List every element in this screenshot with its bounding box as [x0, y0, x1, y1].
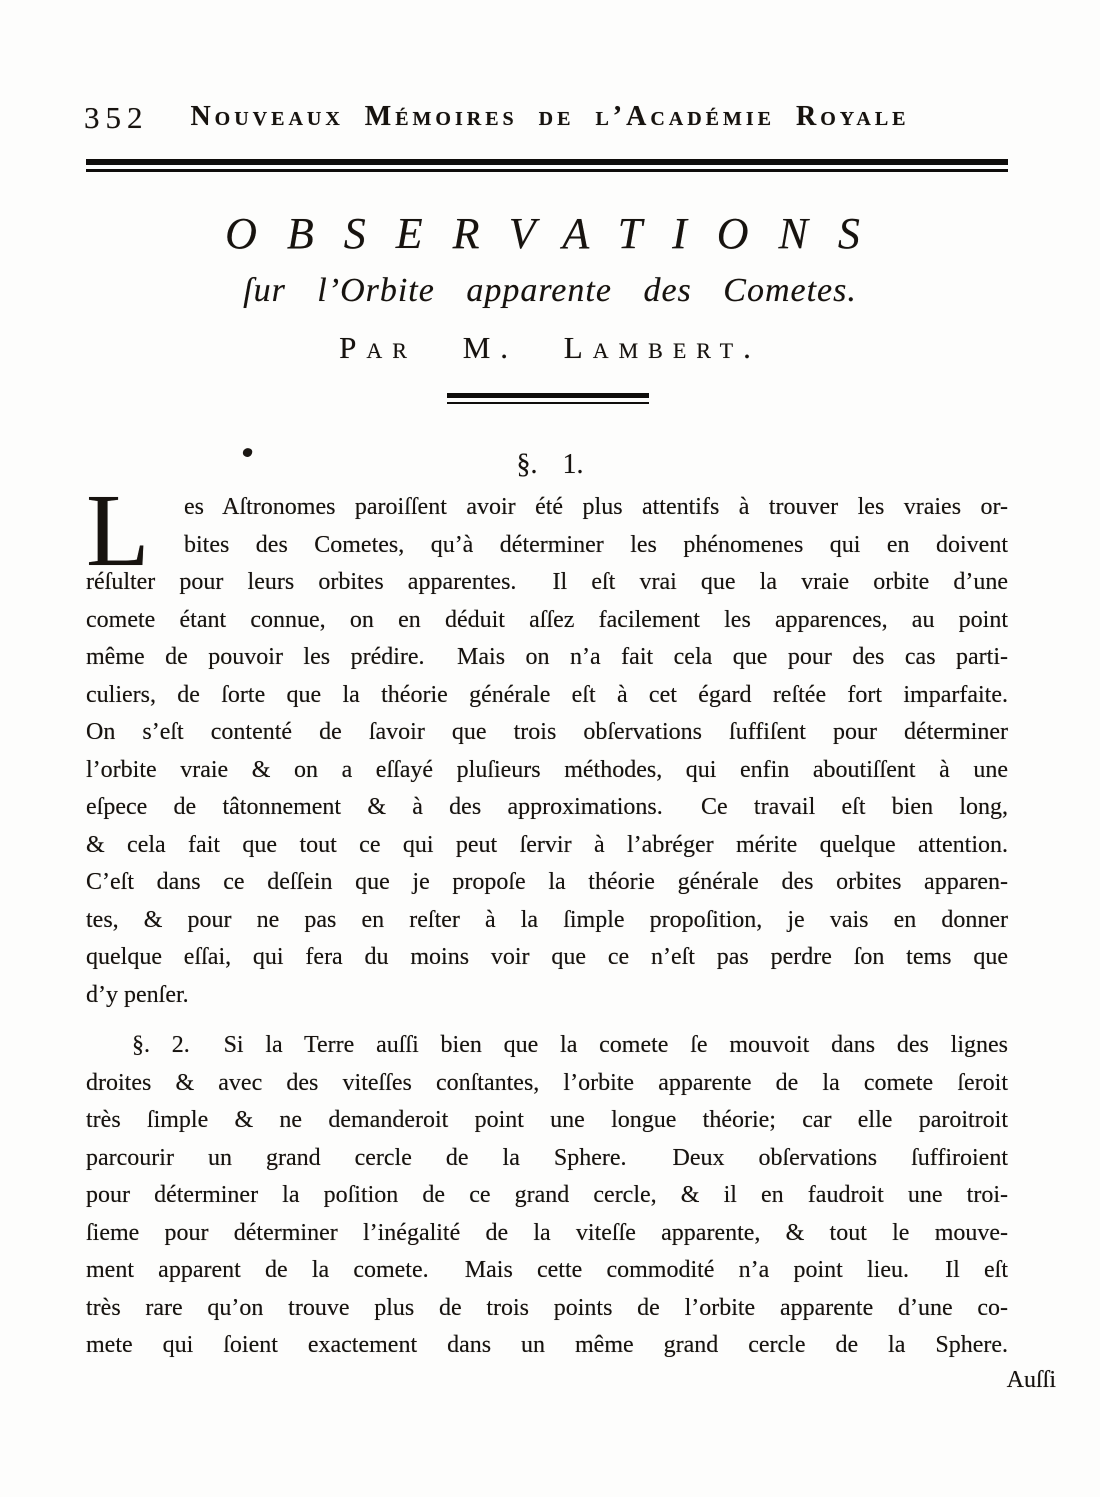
text-line: ſieme pour déterminer l’inégalité de la viteſſe apparente, & tout le mouve-: [86, 1219, 1008, 1246]
text-line: On s’eſt contenté de ſavoir que trois obſervations ſuffiſent pour déterminer: [86, 719, 1008, 745]
text-line: réſulter pour leurs orbites apparentes. Il eſt vrai que la vraie orbite d’une: [86, 569, 1008, 595]
text-line: même de pouvoir les prédire. Mais on n’a fait cela que pour des cas parti-: [86, 644, 1008, 670]
page-number: 352: [84, 100, 149, 135]
text-line: tes, & pour ne pas en reſter à la ſimple propoſition, je vais en donner: [86, 906, 1008, 933]
text-line: parcourir un grand cercle de la Sphere. Deux obſervations ſuffiroient: [86, 1144, 1008, 1171]
text-line: bites des Cometes, qu’à déterminer les phénomenes qui en doivent: [184, 531, 1008, 558]
text-line: §. 2. Si la Terre auſſi bien que la comete ſe mouvoit dans des lignes: [132, 1032, 1008, 1058]
text-line: C’eſt dans ce deſſein que je propoſe la théorie générale des orbites apparen-: [86, 869, 1008, 895]
text-line: mete qui ſoient exactement dans un même grand cercle de la Sphere.: [86, 1332, 1008, 1358]
running-header: Nouveaux Mémoires de l’Académie Royale: [190, 101, 910, 132]
text-line: eſpece de tâtonnement & à des approximations. Ce travail eſt bien long,: [86, 794, 1008, 820]
text-line: droites & avec des viteſſes conſtantes, l’orbite apparente de la comete ſeroit: [86, 1069, 1008, 1096]
header-double-rule: [86, 159, 1008, 172]
article-subtitle: ſur l’Orbite apparente des Cometes.: [243, 272, 857, 309]
section-2: [86, 1027, 1008, 1365]
section-1-heading: §. 1.: [516, 449, 584, 480]
text-line: ment apparent de la comete. Mais cette commodité n’a point lieu. Il eſt: [86, 1257, 1008, 1283]
text-line: pour déterminer la poſition de ce grand cercle, & il en faudroit une troi-: [86, 1182, 1008, 1208]
drop-cap: L: [86, 473, 150, 588]
text-line: & cela fait que tout ce qui peut ſervir à l’abréger mérite quelque attention.: [86, 831, 1008, 858]
text-line: culiers, de ſorte que la théorie générale eſt à cet égard reſtée fort imparfaite.: [86, 681, 1008, 708]
text-line: très rare qu’on trouve plus de trois points de l’orbite apparente d’une co-: [86, 1294, 1008, 1321]
article-byline: Par M. Lambert.: [339, 330, 761, 365]
text-line: es Aſtronomes paroiſſent avoir été plus attentifs à trouver les vraies or-: [184, 494, 1008, 520]
text-line: quelque eſſai, qui fera du moins voir que ce n’eſt pas perdre ſon tems que: [86, 944, 1008, 970]
body-text: [86, 473, 1008, 1365]
catchword: Auſſi: [1006, 1367, 1056, 1393]
text-line: très ſimple & ne demanderoit point une longue théorie; car elle paroitroit: [86, 1107, 1008, 1133]
article-title: OBSERVATIONS: [225, 209, 890, 258]
title-ornament-rule: [447, 393, 649, 404]
text-line: comete étant connue, on en déduit aſſez facilement les apparences, au point: [86, 606, 1008, 633]
section-1: [86, 473, 1008, 1014]
text-line: d’y penſer.: [86, 981, 189, 1008]
text-line: l’orbite vraie & on a eſſayé pluſieurs méthodes, qui enfin aboutiſſent à une: [86, 756, 1008, 783]
